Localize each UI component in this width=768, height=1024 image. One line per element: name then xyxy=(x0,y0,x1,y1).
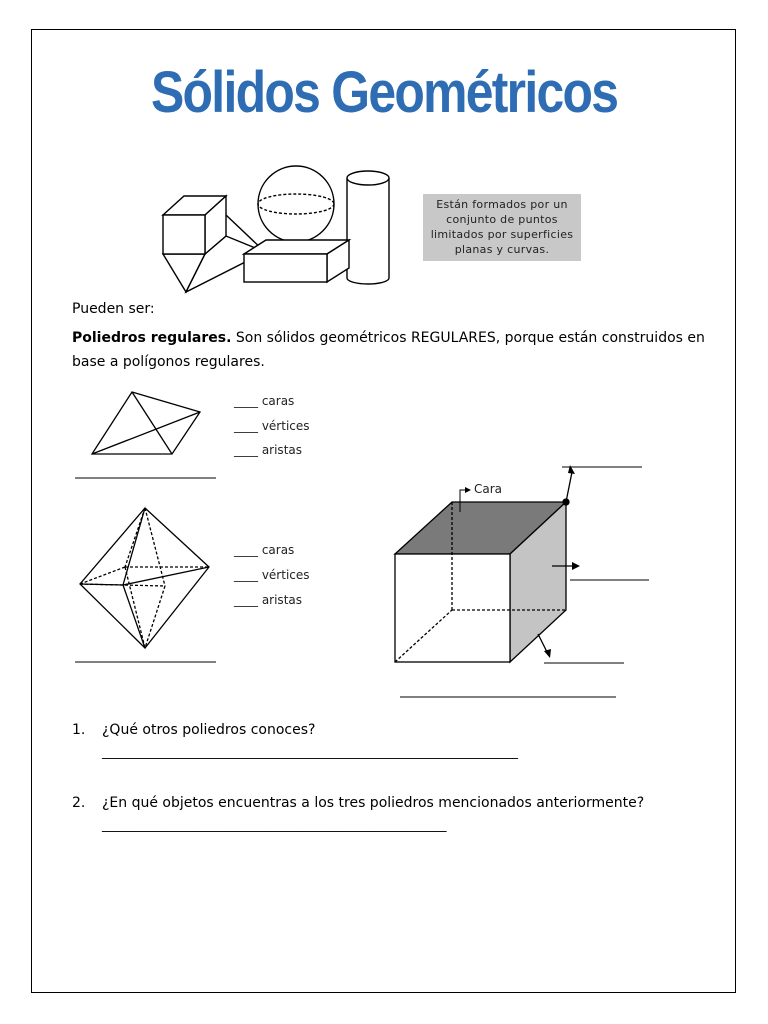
section-paragraph xyxy=(72,326,712,374)
page-title: Sólidos Geométricos xyxy=(151,60,618,125)
octahedron-faces-label: ____ caras xyxy=(234,543,295,557)
solids-group-illustration xyxy=(163,166,389,292)
section-text-line2: base a polígonos regulares. xyxy=(72,354,265,370)
section-heading: Poliedros regulares. xyxy=(72,330,232,346)
octahedron-vertices-label: ____ vértices xyxy=(234,568,310,582)
question-2-text: ¿En qué objetos encuentras a los tres poliedros mencionados anteriormente? xyxy=(102,795,645,811)
intro-text: Pueden ser: xyxy=(72,301,155,317)
tetrahedron-edges-label: ____ aristas xyxy=(234,443,302,457)
question-2-answer-line[interactable]: _____________________________________________________ xyxy=(102,818,447,833)
question-1-number: 1. xyxy=(72,722,86,738)
definition-note: Están formados por un conjunto de puntos limitados por superficies planas y curvas. xyxy=(423,194,581,261)
octahedron-illustration xyxy=(80,508,209,648)
cube-face-label: Cara xyxy=(474,482,503,496)
octahedron-edges-label: ____ aristas xyxy=(234,593,302,607)
question-1-text: ¿Qué otros poliedros conoces? xyxy=(102,722,316,738)
tetrahedron-illustration xyxy=(92,392,200,454)
section-text-line1: Son sólidos geométricos REGULARES, porque están construidos en xyxy=(231,330,705,346)
tetrahedron-faces-label: ____ caras xyxy=(234,394,295,408)
question-1-answer-line[interactable]: ________________________________________________________________ xyxy=(102,745,518,760)
question-2-number: 2. xyxy=(72,795,86,811)
tetrahedron-vertices-label: ____ vértices xyxy=(234,419,310,433)
